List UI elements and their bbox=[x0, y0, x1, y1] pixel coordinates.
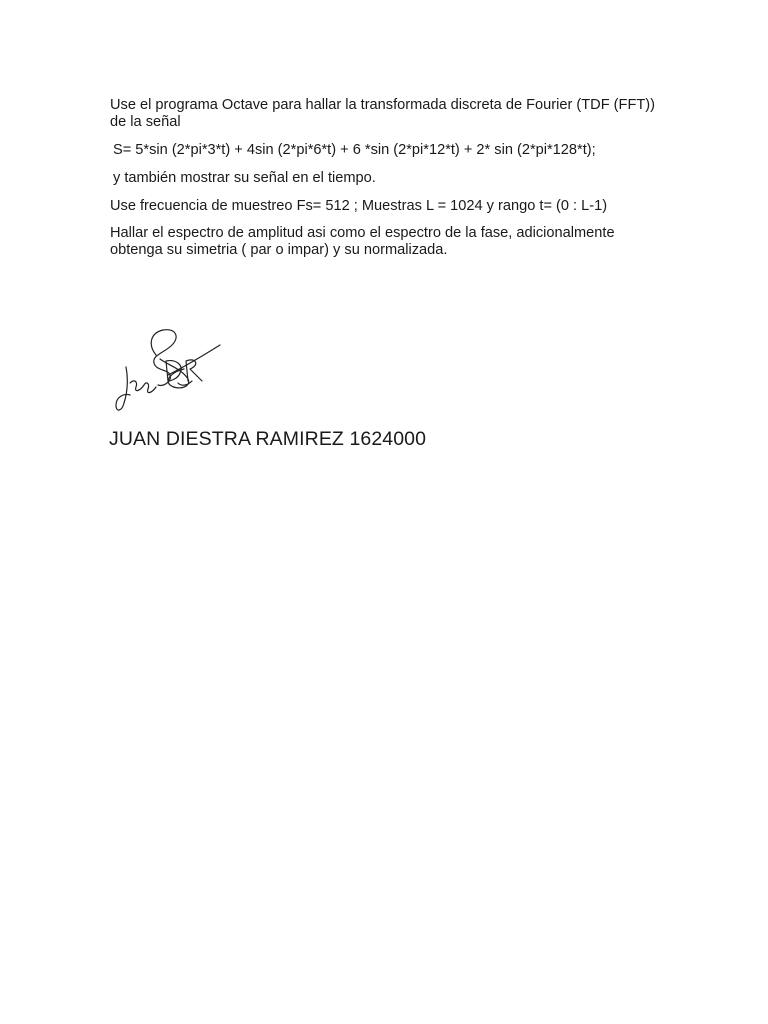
signer-name: JUAN DIESTRA RAMIREZ 1624000 bbox=[109, 428, 427, 450]
signal-formula: S= 5*sin (2*pi*3*t) + 4sin (2*pi*6*t) + 6 *sin (2*pi*12*t) + 2* sin (2*pi*128*t); bbox=[113, 142, 596, 158]
sampling-parameters: Use frecuencia de muestreo Fs= 512 ; Muestras L = 1024 y rango t= (0 : L-1) bbox=[110, 198, 608, 214]
handwritten-signature bbox=[108, 325, 226, 415]
instruction-paragraph: Use el programa Octave para hallar la transformada discreta de Fourier (TDF (FFT)) de la señal bbox=[110, 97, 656, 130]
time-signal-instruction: y también mostrar su señal en el tiempo. bbox=[113, 170, 376, 186]
spectrum-instruction: Hallar el espectro de amplitud asi como el espectro de la fase, adicionalmente obtenga su simetria ( par o impar) y su normalizada. bbox=[110, 225, 615, 258]
